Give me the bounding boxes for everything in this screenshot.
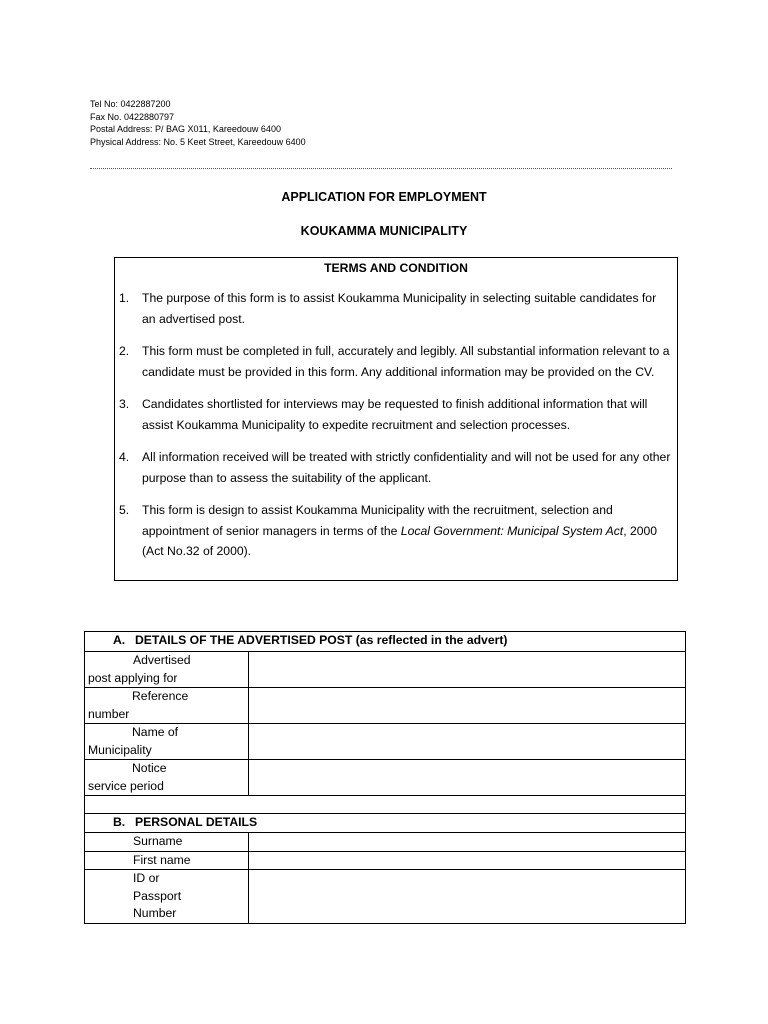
spacer-row <box>85 796 686 814</box>
label-line: Number <box>133 906 177 920</box>
label-line: Advertised <box>133 653 191 667</box>
terms-item-number: 4. <box>119 450 130 464</box>
label-line: Passport <box>133 888 182 903</box>
label-line: Notice <box>132 761 167 775</box>
postal-address: Postal Address: P/ BAG X011, Kareedouw 6400 <box>90 124 281 134</box>
terms-item-text: Candidates shortlisted for interviews may be requested to finish additional information that will assist Koukamma Municipality to expedite recruitment and selection processes. <box>142 397 648 432</box>
terms-item <box>115 341 677 382</box>
fax-number: Fax No. 0422880797 <box>90 111 175 122</box>
section-a-header <box>85 632 686 652</box>
label-line: post applying for <box>88 670 178 685</box>
terms-item-number: 5. <box>119 503 130 517</box>
terms-list <box>115 288 677 562</box>
terms-item-number: 1. <box>119 291 130 305</box>
section-a-number: A. <box>113 633 126 647</box>
first-name-field[interactable] <box>249 851 686 870</box>
terms-item-text-end: , 2000 (Act No.32 of 2000). <box>142 523 658 558</box>
label-line: Municipality <box>88 742 152 757</box>
surname-field[interactable] <box>249 833 686 852</box>
id-passport-field[interactable] <box>249 870 686 924</box>
id-passport-label <box>85 870 249 924</box>
terms-item-text: All information received will be treated with strictly confidentiality and will not be used for any other purpose than to assess the suitability of the applicant. <box>142 450 671 485</box>
contact-block <box>90 98 306 148</box>
reference-number-field[interactable] <box>249 688 686 724</box>
municipality-name-label <box>85 724 249 760</box>
act-name: Local Government: Municipal System Act <box>400 523 624 538</box>
section-b-number: B. <box>113 815 126 829</box>
reference-number-label <box>85 688 249 724</box>
label-line: number <box>88 706 130 721</box>
notice-period-field[interactable] <box>249 760 686 796</box>
label-line: Name of <box>132 725 179 739</box>
advertised-post-field[interactable] <box>249 652 686 688</box>
terms-item <box>115 288 677 329</box>
tel-number: Tel No: 0422887200 <box>90 99 171 109</box>
label-line: Reference <box>132 689 189 703</box>
application-form-table <box>84 631 686 924</box>
terms-item-number: 3. <box>119 397 130 411</box>
section-a-title: DETAILS OF THE ADVERTISED POST (as reflected in the advert) <box>135 633 508 647</box>
terms-item-number: 2. <box>119 344 130 358</box>
section-b-header <box>85 814 686 833</box>
terms-heading: TERMS AND CONDITION <box>324 261 468 275</box>
advertised-post-label <box>85 652 249 688</box>
terms-item-text: The purpose of this form is to assist Koukamma Municipality in selecting suitable candidates for an advertised post. <box>142 291 657 326</box>
label-line: ID or <box>133 871 160 885</box>
label-line: service period <box>88 778 164 793</box>
terms-item <box>115 447 677 488</box>
surname-label: Surname <box>85 833 249 852</box>
terms-item <box>115 500 677 562</box>
section-b-title: PERSONAL DETAILS <box>135 815 258 829</box>
physical-address: Physical Address: No. 5 Keet Street, Kareedouw 6400 <box>90 136 306 147</box>
page-title: APPLICATION FOR EMPLOYMENT <box>281 190 487 204</box>
terms-item <box>115 394 677 435</box>
terms-item-text-start: This form is design to assist Koukamma Municipality with the recruitment, selection and appointment of senior managers in terms of the <box>142 503 613 538</box>
first-name-label: First name <box>85 851 249 870</box>
terms-item-text: This form must be completed in full, accurately and legibly. All substantial information relevant to a candidate must be provided in this form. Any additional information may be provided on the CV. <box>142 344 670 379</box>
municipality-name-field[interactable] <box>249 724 686 760</box>
page-subtitle: KOUKAMMA MUNICIPALITY <box>300 224 468 238</box>
terms-box <box>114 257 678 581</box>
notice-period-label <box>85 760 249 796</box>
dotted-divider <box>90 168 672 169</box>
